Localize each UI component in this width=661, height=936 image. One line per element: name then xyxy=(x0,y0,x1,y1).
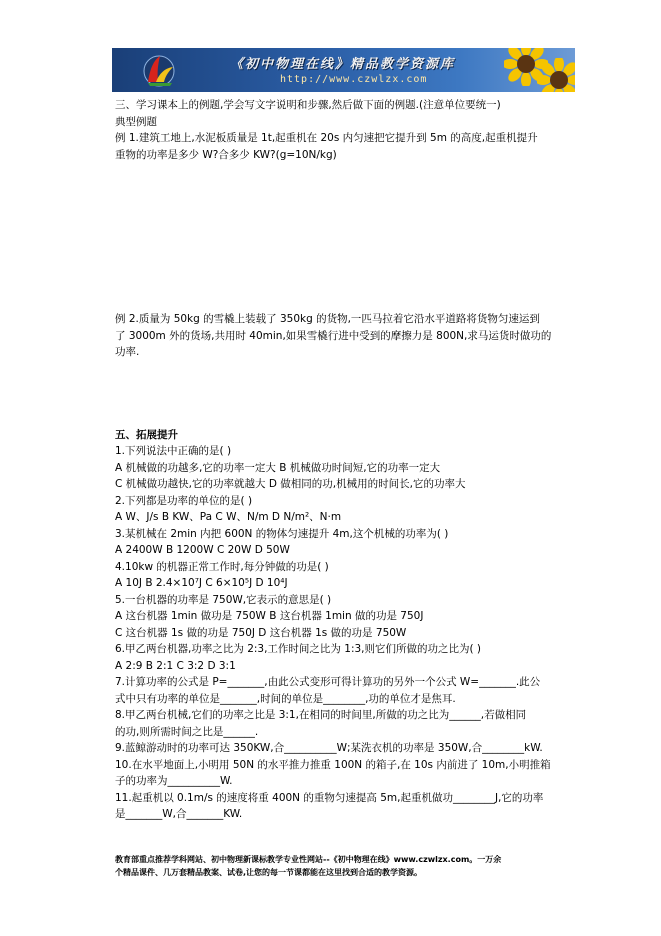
question-9: 9.蓝鲸游动时的功率可达 350KW,合__________W;某洗衣机的功率是 350W,合________kW. xyxy=(115,742,543,754)
section-heading: 三、学习课本上的例题,学会写文字说明和步骤,然后做下面的例题.(注意单位要统一) xyxy=(115,99,501,111)
footer-line: 教育部重点推荐学科网站、初中物理新课标教学专业性网站--《初中物理在线》www.czwlzx.com。一万余 xyxy=(115,855,502,864)
question-2: 2.下列都是功率的单位的是( ) xyxy=(115,494,253,507)
question-4: 4.10kw 的机器正常工作时,每分钟做的功是( ) xyxy=(115,560,329,573)
question-6: 6.甲乙两台机器,功率之比为 2:3,工作时间之比为 1:3,则它们所做的功之比为( ) xyxy=(115,643,482,655)
site-logo-icon xyxy=(140,52,178,88)
question-6-options: A 2:9 B 2:1 C 3:2 D 3:1 xyxy=(115,659,236,672)
answer-space xyxy=(115,361,580,427)
header-banner xyxy=(112,48,575,92)
example-2-line: 了 3000m 外的货场,共用时 40min,如果雪橇行进中受到的摩擦力是 800N,求马运货时做功的 xyxy=(115,329,552,342)
example-2-line: 功率. xyxy=(115,346,140,358)
question-5: 5.一台机器的功率是 750W,它表示的意思是( ) xyxy=(115,593,332,606)
question-11: 11.起重机以 0.1m/s 的速度将重 400N 的重物匀速提高 5m,起重机做功________J,它的功率 xyxy=(115,791,544,804)
question-8: 8.甲乙两台机械,它们的功率之比是 3:1,在相同的时间里,所做的功之比为______,若做相同 xyxy=(115,709,527,721)
example-1-line: 例 1.建筑工地上,水泥板质量是 1t,起重机在 20s 内匀速把它提升到 5m 的高度,起重机提升 xyxy=(115,132,538,144)
question-7: 式中只有功率的单位是_______,时间的单位是________,功的单位才是焦耳. xyxy=(115,692,456,705)
question-5-options: A 这台机器 1min 做功是 750W B 这台机器 1min 做的功是 750J xyxy=(115,610,424,622)
question-5-options: C 这台机器 1s 做的功是 750J D 这台机器 1s 做的功是 750W xyxy=(115,626,407,639)
section-heading: 五、拓展提升 xyxy=(115,428,178,441)
question-8: 的功,则所需时间之比是______. xyxy=(115,725,259,738)
question-11: 是_______W,合_______KW. xyxy=(115,808,243,820)
document-body xyxy=(115,97,580,823)
question-10: 10.在水平地面上,小明用 50N 的水平推力推重 100N 的箱子,在 10s 内前进了 10m,小明推箱 xyxy=(115,758,551,771)
page-footer xyxy=(115,853,580,879)
footer-line: 个精品课件、几万套精品教案、试卷,让您的每一节课都能在这里找到合适的教学资源。 xyxy=(115,868,423,877)
sunflower-icon xyxy=(537,58,575,92)
answer-space xyxy=(115,163,580,311)
question-1: 1.下列说法中正确的是( ) xyxy=(115,445,232,457)
question-1-options: C 机械做功越快,它的功率就越大 D 做相同的功,机械用的时间长,它的功率大 xyxy=(115,478,466,490)
question-2-options: A W、J/s B KW、Pa C W、N/m D N/m²、N·m xyxy=(115,511,342,523)
question-3: 3.某机械在 2min 内把 600N 的物体匀速提升 4m,这个机械的功率为( ) xyxy=(115,527,449,540)
section-subheading: 典型例题 xyxy=(115,115,157,128)
question-1-options: A 机械做的功越多,它的功率一定大 B 机械做功时间短,它的功率一定大 xyxy=(115,461,441,474)
question-10: 子的功率为__________W. xyxy=(115,775,233,787)
question-3-options: A 2400W B 1200W C 20W D 50W xyxy=(115,544,290,556)
banner-url: http://www.czwlzx.com xyxy=(280,74,428,85)
banner-title: 《初中物理在线》精品教学资源库 xyxy=(230,57,456,72)
question-4-options: A 10J B 2.4×10⁷J C 6×10⁵J D 10⁴J xyxy=(115,577,288,589)
example-2-line: 例 2.质量为 50kg 的雪橇上装载了 350kg 的货物,一匹马拉着它沿水平道路将货物匀速运到 xyxy=(115,313,540,325)
example-1-line: 重物的功率是多少 W?合多少 KW?(g=10N/kg) xyxy=(115,148,337,161)
question-7: 7.计算功率的公式是 P=_______,由此公式变形可得计算功的另外一个公式 W=_______.此公 xyxy=(115,676,541,688)
